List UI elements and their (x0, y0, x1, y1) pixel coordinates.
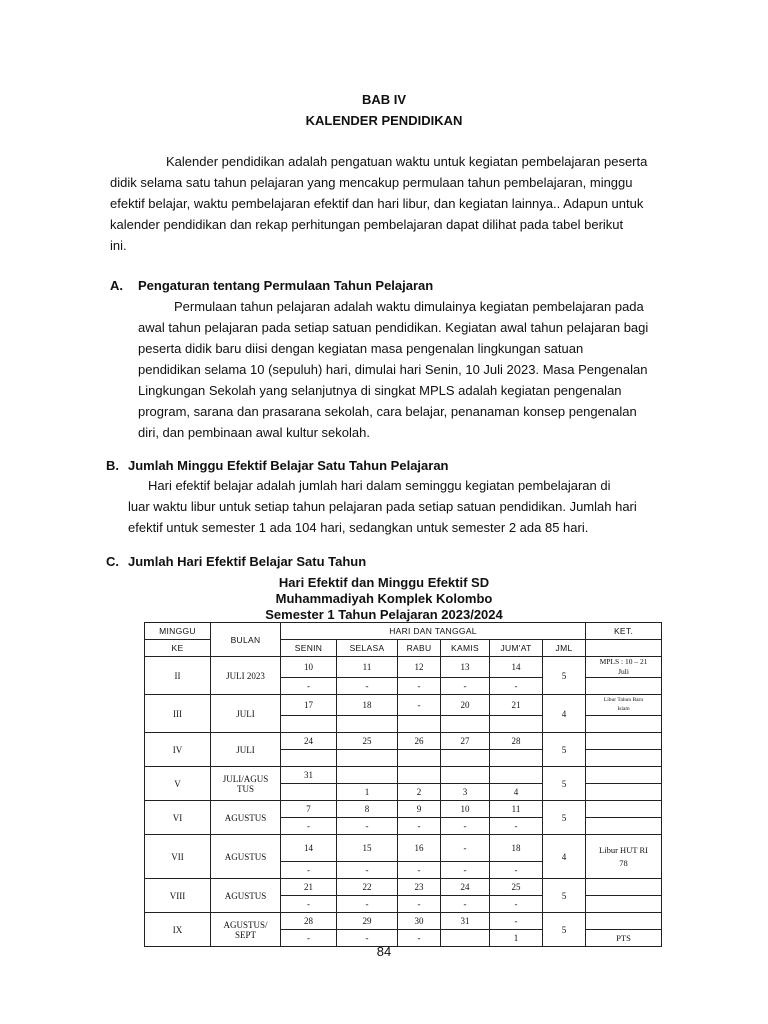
section-a-line: program, sarana dan prasarana sekolah, cara belajar, penanaman konsep pengenalan (138, 404, 637, 419)
header-day: SELASA (337, 640, 398, 657)
date-cell: 2 (398, 784, 441, 801)
date-cell: 31 (441, 913, 490, 930)
intro-line: didik selama satu tahun pelajaran yang mencakup permulaan tahun pembelajaran, minggu (110, 175, 633, 190)
jml-cell: 4 (543, 835, 586, 879)
section-a-line: Lingkungan Sekolah yang selanjutnya di singkat MPLS adalah kegiatan pengenalan (138, 383, 622, 398)
date-cell: 21 (490, 695, 543, 716)
intro-line: ini. (110, 238, 127, 253)
date-cell: - (490, 818, 543, 835)
date-cell (398, 750, 441, 767)
date-cell: - (398, 678, 441, 695)
date-cell: - (490, 913, 543, 930)
date-cell: 14 (281, 835, 337, 862)
date-cell: - (337, 678, 398, 695)
jml-cell: 5 (543, 733, 586, 767)
date-cell (398, 716, 441, 733)
date-cell: 25 (490, 879, 543, 896)
jml-cell: 5 (543, 801, 586, 835)
ket-cell (586, 678, 662, 695)
date-cell (441, 767, 490, 784)
section-c-label: C. (106, 554, 119, 569)
date-cell: 4 (490, 784, 543, 801)
date-cell: - (490, 862, 543, 879)
date-cell: 11 (337, 657, 398, 678)
intro-line: Kalender pendidikan adalah pengatuan waktu untuk kegiatan pembelajaran peserta (166, 154, 648, 169)
section-b-paragraph (128, 475, 694, 538)
date-cell: 11 (490, 801, 543, 818)
header-week-ke: KE (145, 640, 211, 657)
date-cell: 16 (398, 835, 441, 862)
date-cell (441, 750, 490, 767)
date-cell: 25 (337, 733, 398, 750)
date-cell: - (398, 862, 441, 879)
week-number: III (145, 695, 211, 733)
date-cell: 24 (281, 733, 337, 750)
date-cell: 21 (281, 879, 337, 896)
ket-cell: Libur HUT RI 78 (586, 835, 662, 879)
section-a-line: diri, dan pembinaan awal kultur sekolah. (138, 425, 370, 440)
ket-cell (586, 913, 662, 930)
date-cell (281, 784, 337, 801)
intro-line: kalender pendidikan dan rekap perhitungan pembelajaran dapat dilihat pada tabel berikut (110, 217, 624, 232)
jml-cell: 4 (543, 695, 586, 733)
section-c-heading: Jumlah Hari Efektif Belajar Satu Tahun (128, 554, 367, 569)
date-cell: - (441, 678, 490, 695)
table-caption-line-2: Muhammadiyah Komplek Kolombo (275, 591, 493, 606)
ket-cell (586, 818, 662, 835)
date-cell: 10 (441, 801, 490, 818)
header-day: RABU (398, 640, 441, 657)
date-cell: - (281, 930, 337, 947)
header-ket: KET. (586, 623, 662, 640)
date-cell: 28 (490, 733, 543, 750)
week-number: VII (145, 835, 211, 879)
date-cell (337, 716, 398, 733)
section-b-line: luar waktu libur untuk setiap tahun pelajaran pada setiap satuan pendidikan. Jumlah hari (128, 499, 637, 514)
date-cell (281, 716, 337, 733)
date-cell: - (281, 678, 337, 695)
week-number: V (145, 767, 211, 801)
ket-cell: MPLS : 10 – 21 Juli (586, 657, 662, 678)
header-day: KAMIS (441, 640, 490, 657)
intro-line: efektif belajar, waktu pembelajaran efektif dan hari libur, dan kegiatan lainnya.. Adapun untuk (110, 196, 644, 211)
month-cell: AGUSTUS/ SEPT (211, 913, 281, 947)
date-cell: 28 (281, 913, 337, 930)
section-b-heading: Jumlah Minggu Efektif Belajar Satu Tahun Pelajaran (128, 458, 449, 473)
date-cell: - (398, 930, 441, 947)
header-days-group: HARI DAN TANGGAL (281, 623, 586, 640)
ket-cell (586, 801, 662, 818)
ket-cell (586, 784, 662, 801)
date-cell (337, 750, 398, 767)
ket-cell (586, 716, 662, 733)
section-b-line: efektif untuk semester 1 ada 104 hari, sedangkan untuk semester 2 ada 85 hari. (128, 520, 589, 535)
ket-cell: PTS (586, 930, 662, 947)
date-cell: - (337, 862, 398, 879)
date-cell: 14 (490, 657, 543, 678)
date-cell: - (441, 896, 490, 913)
date-cell (281, 750, 337, 767)
header-week: MINGGU (145, 623, 211, 640)
section-a-paragraph (138, 296, 694, 443)
date-cell (490, 716, 543, 733)
table-row (145, 913, 662, 930)
date-cell: - (398, 818, 441, 835)
date-cell: - (441, 835, 490, 862)
date-cell: 29 (337, 913, 398, 930)
ket-cell (586, 733, 662, 750)
date-cell: - (441, 818, 490, 835)
date-cell: 15 (337, 835, 398, 862)
date-cell (337, 767, 398, 784)
table-row (145, 801, 662, 818)
date-cell (398, 767, 441, 784)
date-cell: 1 (490, 930, 543, 947)
week-number: II (145, 657, 211, 695)
header-ket-blank (586, 640, 662, 657)
date-cell: 3 (441, 784, 490, 801)
ket-cell (586, 767, 662, 784)
month-cell: AGUSTUS (211, 835, 281, 879)
date-cell: 13 (441, 657, 490, 678)
date-cell: - (490, 896, 543, 913)
section-a-line: awal tahun pelajaran pada setiap satuan pendidikan. Kegiatan awal tahun pelajaran bagi (138, 320, 649, 335)
date-cell: - (490, 678, 543, 695)
effective-days-table (144, 622, 662, 947)
header-jml: JML (543, 640, 586, 657)
header-day: SENIN (281, 640, 337, 657)
date-cell: - (337, 930, 398, 947)
date-cell: - (281, 862, 337, 879)
jml-cell: 5 (543, 657, 586, 695)
jml-cell: 5 (543, 767, 586, 801)
month-cell: JULI (211, 695, 281, 733)
month-cell: AGUSTUS (211, 801, 281, 835)
ket-cell: Libur Tahun Baru Islam (586, 695, 662, 716)
date-cell: 10 (281, 657, 337, 678)
chapter-label: BAB IV (361, 92, 407, 107)
month-cell: JULI (211, 733, 281, 767)
week-number: VI (145, 801, 211, 835)
week-number: VIII (145, 879, 211, 913)
date-cell: - (398, 695, 441, 716)
page-number: 84 (376, 944, 392, 959)
date-cell: 31 (281, 767, 337, 784)
date-cell (441, 716, 490, 733)
date-cell: - (441, 862, 490, 879)
ket-cell (586, 896, 662, 913)
table-caption-line-3: Semester 1 Tahun Pelajaran 2023/2024 (265, 607, 503, 622)
date-cell: 17 (281, 695, 337, 716)
date-cell: - (281, 818, 337, 835)
date-cell: - (398, 896, 441, 913)
date-cell: - (337, 818, 398, 835)
table-row (145, 733, 662, 750)
table-row (145, 879, 662, 896)
date-cell: 18 (490, 835, 543, 862)
table-row (145, 695, 662, 716)
date-cell: 12 (398, 657, 441, 678)
intro-paragraph (110, 151, 694, 256)
table-header-row (145, 623, 662, 640)
section-a-heading: Pengaturan tentang Permulaan Tahun Pelajaran (138, 278, 434, 293)
ket-cell (586, 879, 662, 896)
date-cell: 22 (337, 879, 398, 896)
jml-cell: 5 (543, 879, 586, 913)
week-number: IX (145, 913, 211, 947)
date-cell: 20 (441, 695, 490, 716)
month-cell: JULI 2023 (211, 657, 281, 695)
section-b-line: Hari efektif belajar adalah jumlah hari dalam seminggu kegiatan pembelajaran di (148, 478, 611, 493)
jml-cell: 5 (543, 913, 586, 947)
date-cell (490, 767, 543, 784)
date-cell: 23 (398, 879, 441, 896)
header-day: JUM'AT (490, 640, 543, 657)
date-cell: 27 (441, 733, 490, 750)
page-title: KALENDER PENDIDIKAN (305, 113, 463, 128)
section-b-label: B. (106, 458, 119, 473)
date-cell (490, 750, 543, 767)
table-row (145, 767, 662, 784)
date-cell: - (281, 896, 337, 913)
table-caption-line-1: Hari Efektif dan Minggu Efektif SD (278, 575, 490, 590)
section-a-line: pendidikan selama 10 (sepuluh) hari, dimulai hari Senin, 10 Juli 2023. Masa Pengenalan (138, 362, 648, 377)
date-cell: 1 (337, 784, 398, 801)
ket-cell (586, 750, 662, 767)
month-cell: AGUSTUS (211, 879, 281, 913)
week-number: IV (145, 733, 211, 767)
date-cell: 9 (398, 801, 441, 818)
date-cell: 8 (337, 801, 398, 818)
date-cell: 26 (398, 733, 441, 750)
table-row (145, 835, 662, 862)
section-a-line: Permulaan tahun pelajaran adalah waktu dimulainya kegiatan pembelajaran pada (174, 299, 644, 314)
date-cell: 24 (441, 879, 490, 896)
section-a-line: peserta didik baru diisi dengan kegiatan masa pengenalan lingkungan satuan (138, 341, 584, 356)
header-month: BULAN (211, 623, 281, 657)
date-cell: 7 (281, 801, 337, 818)
section-a-label: A. (110, 278, 123, 293)
month-cell: JULI/AGUS TUS (211, 767, 281, 801)
table-row (145, 657, 662, 678)
date-cell: 30 (398, 913, 441, 930)
date-cell: 18 (337, 695, 398, 716)
date-cell: - (337, 896, 398, 913)
